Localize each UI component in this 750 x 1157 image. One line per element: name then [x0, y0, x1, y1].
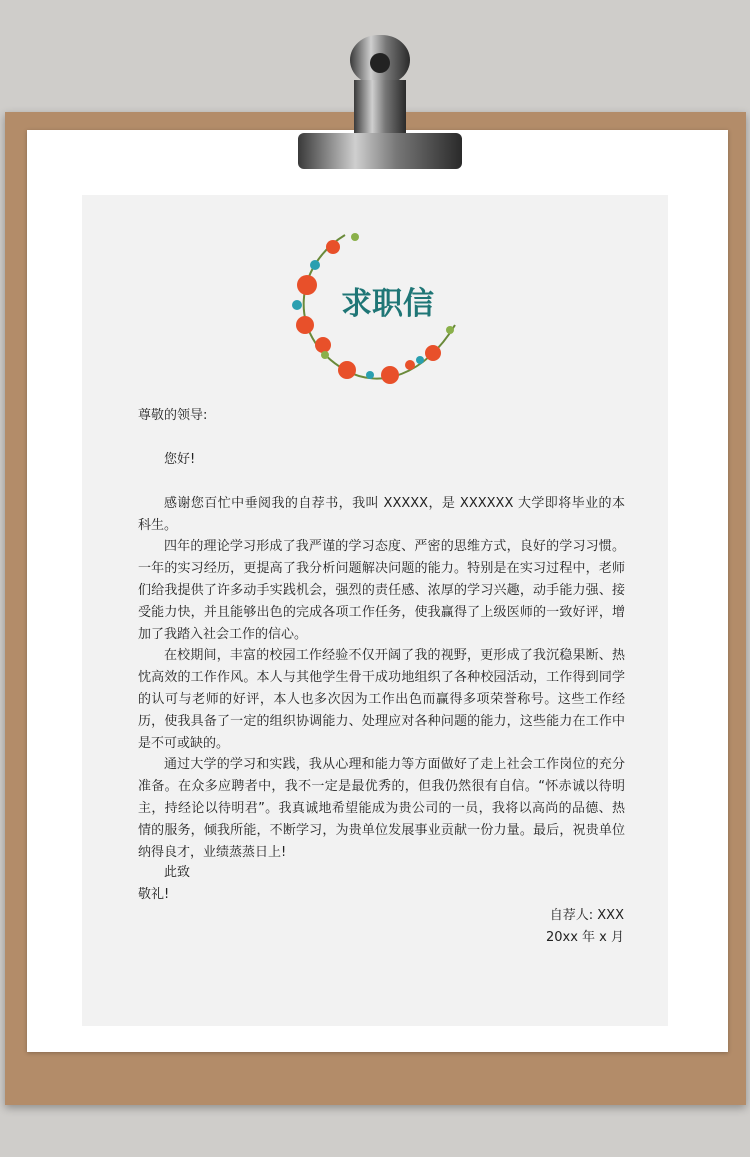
paragraph-study: 四年的理论学习形成了我严谨的学习态度、严密的思维方式，良好的学习习惯。一年的实习经历，更提高了我分析问题解决问题的能力。特别是在实习过程中，老师们给我提供了许多动手实践机会，强烈的责任感、浓厚的学习兴趣，动手能力强、接受能力快，并且能够出色的完成各项工作任务，使我赢得了上级医师的一致好评，增加了我踏入社会工作的信心。: [138, 539, 625, 642]
paragraph-closing: 通过大学的学习和实践，我从心理和能力等方面做好了走上社会工作岗位的充分准备。在众多应聘者中，我不一定是最优秀的，但我仍然很有自信。“怀赤诚以待明主，持经论以待明君”。我真诚地希望能成为贵公司的一员，我将以高尚的品德、热情的服务，倾我所能，不断学习，为贵单位发展事业贡献一份力量。最后，祝贵单位纳得良才，业绩蒸蒸日上!: [138, 757, 625, 860]
closing-line-2: 敬礼!: [138, 887, 170, 902]
date: 20xx 年 x 月: [545, 930, 624, 945]
salutation: 尊敬的领导:: [138, 408, 208, 423]
binder-clip-icon: [298, 25, 462, 170]
greeting: 您好!: [164, 452, 196, 467]
signature: 自荐人: XXX: [549, 908, 624, 923]
closing-line-1: 此致: [164, 865, 191, 880]
paragraph-campus: 在校期间，丰富的校园工作经验不仅开阔了我的视野，更形成了我沉稳果断、热忱高效的工作作风。本人与其他学生骨干成功地组织了各种校园活动，工作得到同学的认可与老师的好评，本人也多次因为工作出色而赢得多项荣誉称号。这些工作经历，使我具备了一定的组织协调能力、处理应对各种问题的能力，这些能力在工作中是不可或缺的。: [138, 648, 625, 751]
letter-title: 求职信: [341, 286, 434, 322]
paragraph-intro: 感谢您百忙中垂阅我的自荐书，我叫 XXXXX，是 XXXXXX 大学即将毕业的本科生。: [138, 496, 625, 533]
